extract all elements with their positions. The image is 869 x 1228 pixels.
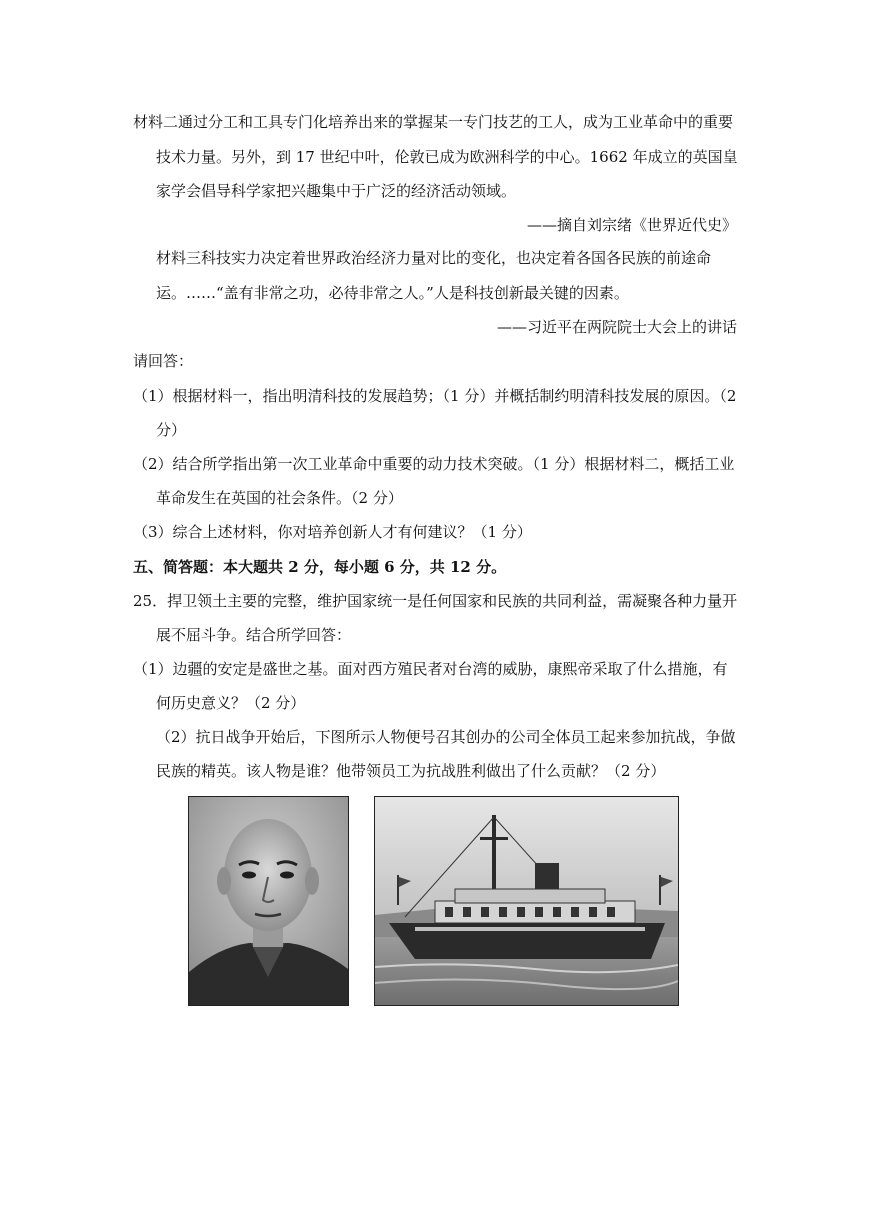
section5-heading: 五、简答题：本大题共 2 分，每小题 6 分，共 12 分。: [133, 558, 507, 576]
material3-line1: 材料三科技实力决定着世界政治经济力量对比的变化，也决定着各国各民族的前途命: [156, 249, 712, 267]
questions-prompt: 请回答：: [133, 352, 194, 370]
material3-source: ——习近平在两院院士大会上的讲话: [496, 318, 737, 336]
material2-source: ——摘自刘宗绪《世界近代史》: [526, 216, 737, 234]
q25-part1-line1: （1）边疆的安定是盛世之基。面对西方殖民者对台湾的威胁，康熙帝采取了什么措施，有: [133, 660, 728, 678]
question-1-line1: （1）根据材料一，指出明清科技的发展趋势；（1 分）并概括制约明清科技发展的原因。（2: [133, 387, 737, 405]
question-2-line2: 革命发生在英国的社会条件。（2 分）: [156, 489, 403, 507]
portrait-photo: [188, 796, 349, 1006]
material3-line2: 运。……“盖有非常之功，必待非常之人。”人是科技创新最关键的因素。: [156, 284, 629, 302]
q25-part2-line1: （2）抗日战争开始后，下图所示人物便号召其创办的公司全体员工起来参加抗战，争做: [156, 728, 736, 746]
material2-line2: 技术力量。另外，到 17 世纪中叶，伦敦已成为欧洲科学的中心。1662 年成立的英国皇: [156, 148, 738, 166]
steamship-icon: [375, 797, 678, 1005]
q25-part1-line2: 何历史意义？（2 分）: [156, 694, 306, 712]
question-2-line1: （2）结合所学指出第一次工业革命中重要的动力技术突破。（1 分）根据材料二，概括工业: [133, 455, 735, 473]
steamship-photo: [374, 796, 679, 1006]
portrait-icon: [189, 797, 348, 1005]
question-3: （3）综合上述材料，你对培养创新人才有何建议？（1 分）: [133, 523, 532, 541]
q25-line1: 25．捍卫领土主要的完整，维护国家统一是任何国家和民族的共同利益，需凝聚各种力量开: [133, 592, 738, 610]
q25-part2-line2: 民族的精英。该人物是谁？他带领员工为抗战胜利做出了什么贡献？（2 分）: [156, 762, 666, 780]
material2-line1: 材料二通过分工和工具专门化培养出来的掌握某一专门技艺的工人，成为工业革命中的重要: [133, 113, 734, 131]
question-1-line2: 分）: [156, 421, 187, 439]
material2-line3: 家学会倡导科学家把兴趣集中于广泛的经济活动领域。: [156, 182, 517, 200]
q25-line2: 展不屈斗争。结合所学回答：: [156, 626, 352, 644]
